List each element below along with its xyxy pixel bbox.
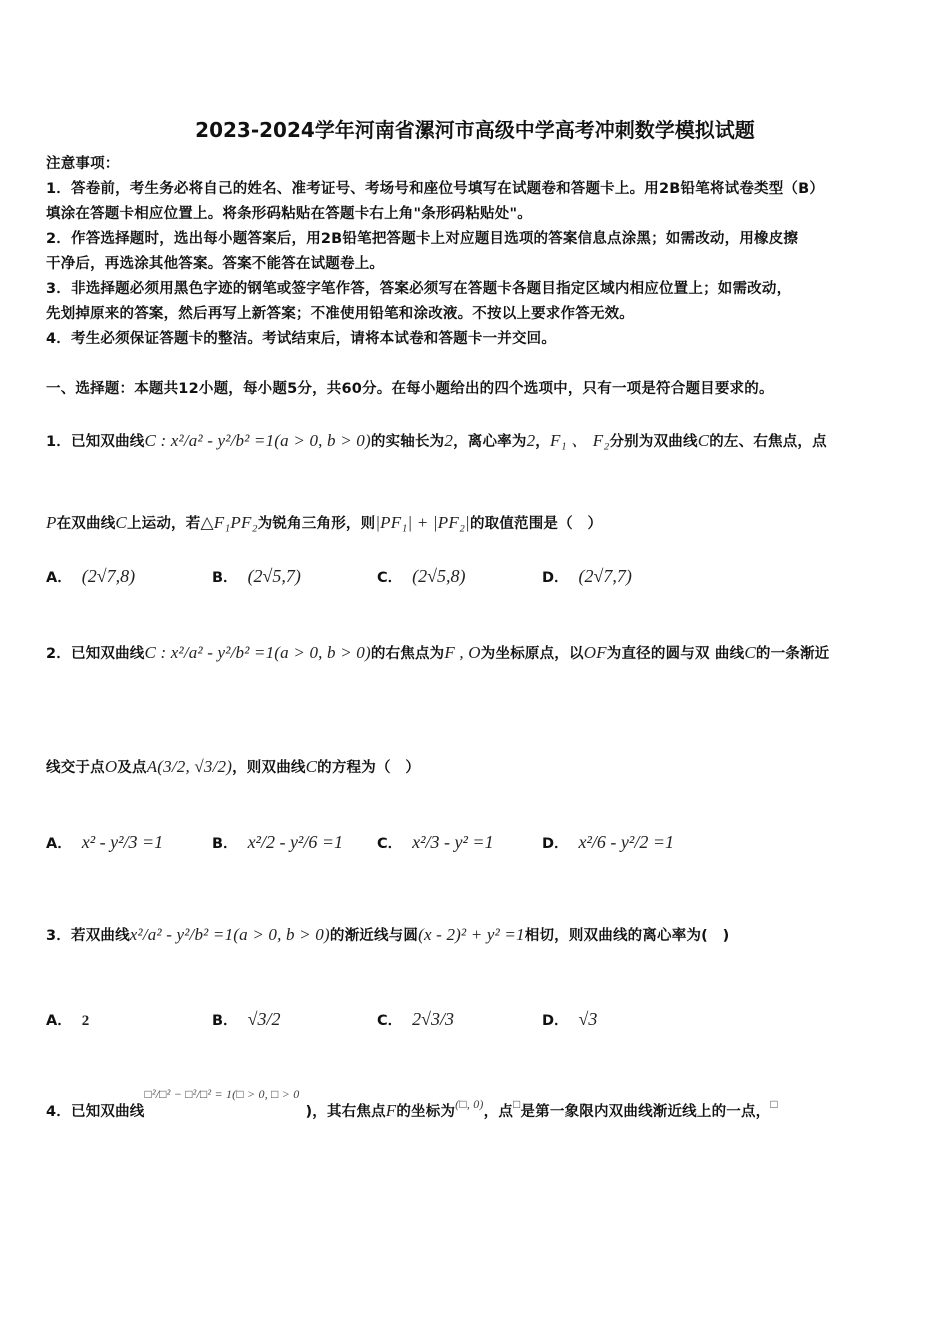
text: 线交于点 [46, 760, 105, 776]
math: C [305, 757, 318, 776]
option-label: C． [377, 1013, 403, 1029]
q3-option-d[interactable] [542, 1009, 597, 1030]
option-label: C． [377, 836, 403, 852]
math: OF [583, 643, 607, 662]
text: ，离心率为 [453, 434, 527, 450]
math: F [385, 1101, 397, 1120]
text: )，其右焦点 [305, 1104, 386, 1120]
question-4-line-1 [46, 1087, 778, 1121]
text: ，点 [483, 1104, 514, 1120]
q2-option-c[interactable] [377, 832, 494, 853]
text: 3．若双曲线 [46, 928, 130, 944]
text: 的方程为（ ） [317, 760, 421, 776]
q2-option-b[interactable] [212, 832, 343, 853]
text: 1．已知双曲线 [46, 434, 145, 450]
note-line: 2．作答选择题时，选出每小题答案后，用2B铅笔把答题卡上对应题目选项的答案信息点涂黑；如需改动，用橡皮擦 [46, 231, 799, 247]
text: 的右焦点为 [370, 646, 445, 662]
text: 4．已知双曲线 [46, 1104, 145, 1120]
math: △F₁PF₂ [200, 513, 258, 532]
math-hyperbola: C : x²/a² - y²/b² =1(a > 0, b > 0) [144, 431, 371, 450]
question-1-line-1 [46, 426, 827, 451]
note-line: 4．考生必须保证答题卡的整洁。考试结束后，请将本试卷和答题卡一并交回。 [46, 331, 557, 347]
text: 为锐角三角形，则 [257, 516, 376, 532]
math: A(3/2, √3/2) [146, 757, 233, 776]
option-value: 2√3/3 [412, 1009, 455, 1029]
math: F₁ 、 F₂ [549, 431, 610, 450]
note-line: 先划掉原来的答案，然后再写上新答案；不准使用铅笔和涂改液。不按以上要求作答无效。 [46, 306, 634, 322]
text: 相切，则双曲线的离心率为( ) [524, 928, 730, 944]
text: 分别为双曲线 [609, 434, 698, 450]
option-value: (2√5,8) [412, 566, 466, 586]
option-value: x²/2 - y²/6 =1 [247, 832, 343, 852]
math-hyperbola: C : x²/a² - y²/b² =1(a > 0, b > 0) [144, 643, 371, 662]
text: 的取值范围是（ ） [469, 516, 603, 532]
option-value: (2√7,8) [81, 566, 136, 586]
option-label: B． [212, 570, 238, 586]
text: 的左、右焦点，点 [709, 434, 827, 450]
math-hyperbola: x²/a² - y²/b² =1(a > 0, b > 0) [129, 925, 330, 944]
q1-option-b[interactable] [212, 566, 301, 587]
math: 2 [526, 431, 536, 450]
math: P [46, 513, 57, 532]
q2-option-a[interactable] [46, 832, 163, 853]
option-value: x²/6 - y²/2 =1 [578, 832, 674, 852]
option-label: A． [46, 836, 72, 852]
text: ， [535, 434, 550, 450]
text: 及点 [117, 760, 147, 776]
question-1-line-2 [46, 512, 602, 533]
option-label: D． [542, 1013, 569, 1029]
text: 2．已知双曲线 [46, 646, 145, 662]
option-value: √3 [578, 1009, 598, 1029]
q1-option-a[interactable] [46, 566, 135, 587]
q3-option-b[interactable] [212, 1009, 280, 1030]
question-2-line-2 [46, 756, 420, 777]
note-line: 填涂在答题卡相应位置上。将条形码粘贴在答题卡右上角"条形码粘贴处"。 [46, 206, 532, 222]
question-2-line-1 [46, 642, 829, 663]
note-line: 1．答卷前，考生务必将自己的姓名、准考证号、考场号和座位号填写在试题卷和答题卡上。用2B铅笔将试卷类型（B） [46, 181, 825, 197]
math: C [744, 643, 756, 662]
text: 的实轴长为 [370, 434, 445, 450]
math: 2 [444, 431, 454, 450]
text: 在双曲线 [56, 516, 116, 532]
math: C [115, 513, 127, 532]
text: 上运动，若 [126, 516, 201, 532]
section-heading: 一、选择题：本题共12小题，每小题5分，共60分。在每小题给出的四个选项中，只有一项是符合题目要求的。 [46, 381, 774, 397]
math: F , O [444, 643, 481, 662]
option-label: D． [542, 836, 569, 852]
math: O [104, 757, 118, 776]
option-label: B． [212, 836, 238, 852]
q3-option-c[interactable] [377, 1009, 454, 1030]
option-value: √3/2 [247, 1009, 281, 1029]
math-circle: (x - 2)² + y² =1 [418, 925, 525, 944]
text: 为坐标原点，以 [480, 646, 584, 662]
page-title: 2023-2024学年河南省漯河市高级中学高考冲刺数学模拟试题 [195, 118, 755, 142]
text: ，则双曲线 [232, 760, 306, 776]
math: C [697, 431, 710, 450]
q1-option-c[interactable] [377, 566, 466, 587]
math-hyperbola: □²/□² − □²/□² = 1(□ > 0, □ > 0 [144, 1087, 300, 1101]
math: □ [770, 1097, 778, 1111]
text: 的坐标为 [396, 1104, 456, 1120]
math: (□, 0) [455, 1097, 484, 1111]
option-value: x²/3 - y² =1 [412, 832, 494, 852]
option-value: (2√5,7) [247, 566, 301, 586]
math: |PF₁| + |PF₂| [375, 513, 470, 532]
option-value: x² - y²/3 =1 [81, 832, 164, 852]
q1-option-d[interactable] [542, 566, 632, 587]
option-label: C． [377, 570, 403, 586]
text: 的一条渐近 [755, 646, 830, 662]
text: 为直径的圆与双 曲线 [606, 646, 745, 662]
option-value: (2√7,7) [578, 566, 632, 586]
option-label: D． [542, 570, 569, 586]
option-label: A． [46, 570, 72, 586]
q2-option-d[interactable] [542, 832, 674, 853]
option-label: A． [46, 1013, 72, 1029]
option-value: 2 [81, 1013, 90, 1029]
question-3-line-1 [46, 924, 730, 945]
text: 的渐近线与圆 [329, 928, 419, 944]
text: 是第一象限内双曲线渐近线上的一点， [520, 1104, 771, 1120]
notes-heading: 注意事项： [46, 156, 120, 172]
math: □ [513, 1097, 521, 1111]
note-line: 干净后，再选涂其他答案。答案不能答在试题卷上。 [46, 256, 385, 272]
option-label: B． [212, 1013, 238, 1029]
q3-option-a[interactable] [46, 1009, 89, 1030]
note-line: 3．非选择题必须用黑色字迹的钢笔或签字笔作答，答案必须写在答题卡各题目指定区域内相应位置上；如需改动， [46, 281, 792, 297]
